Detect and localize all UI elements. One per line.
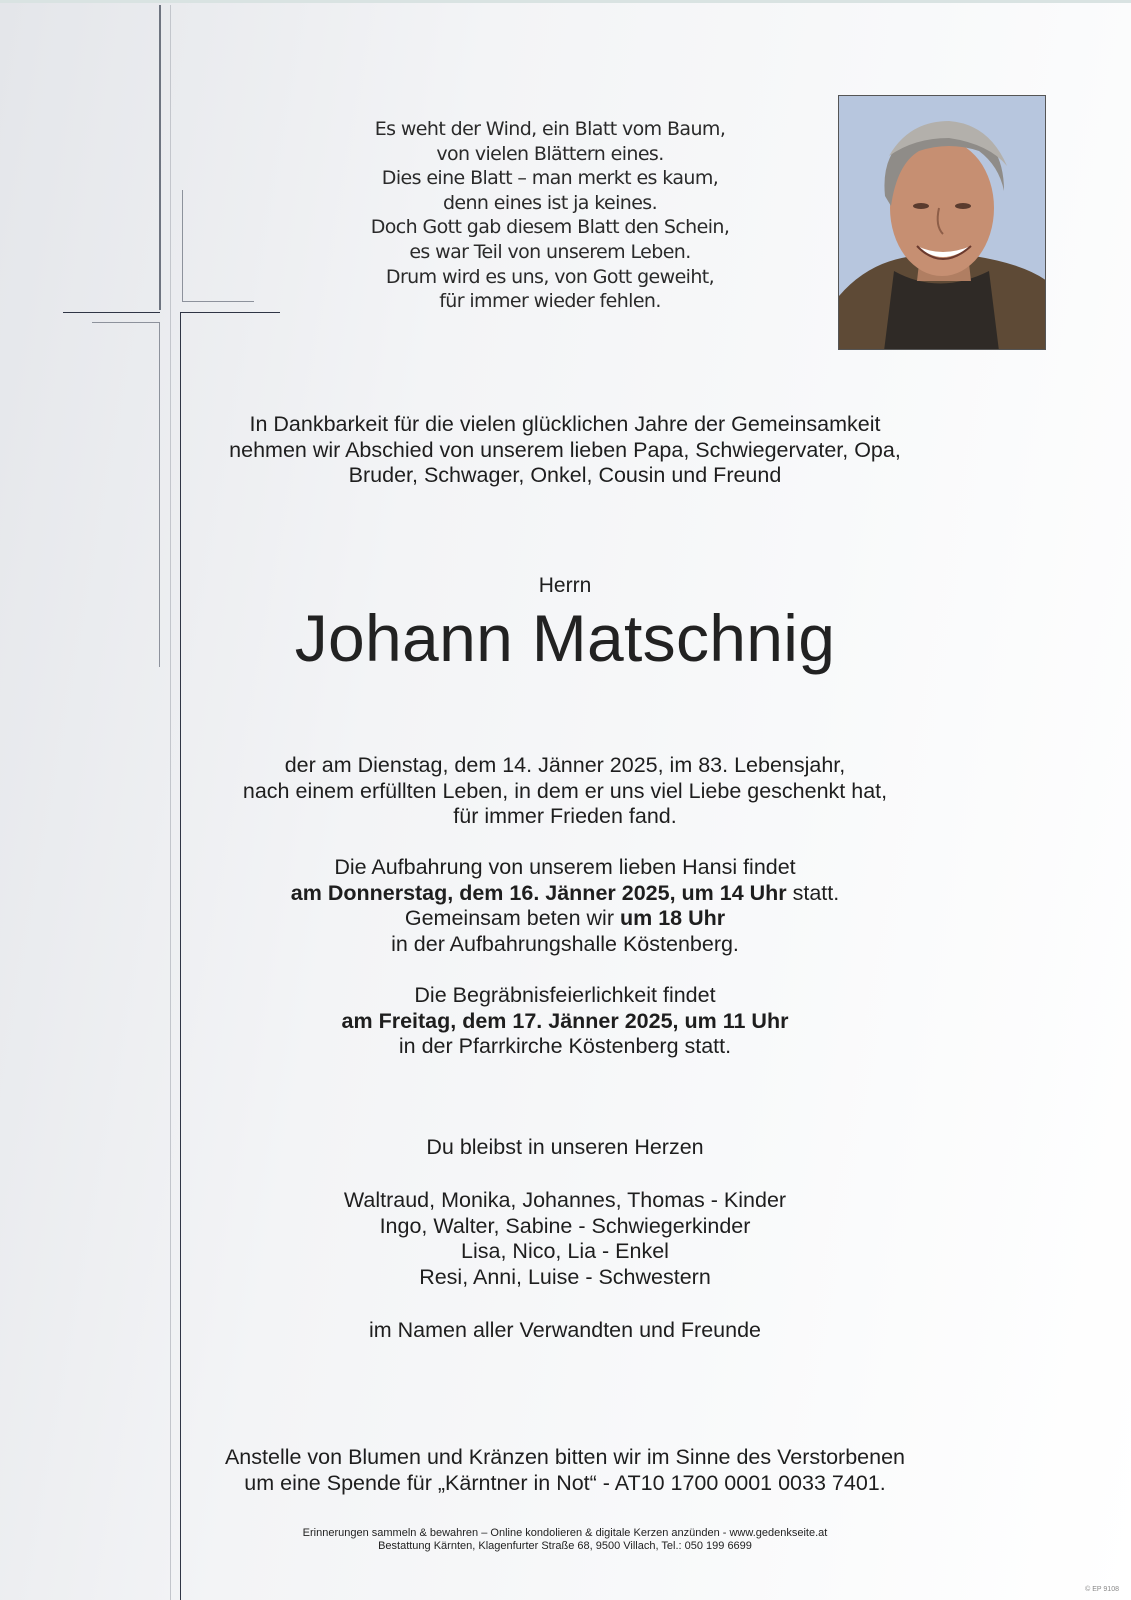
poem-line: es war Teil von unserem Leben. xyxy=(409,240,691,263)
viewing-date-line xyxy=(165,881,965,907)
poem-line: Dies eine Blatt – man merkt es kaum, xyxy=(381,167,719,190)
viewing-line: Die Aufbahrung von unserem lieben Hansi findet xyxy=(334,855,796,879)
poem-line: Drum wird es uns, von Gott geweiht, xyxy=(385,265,715,288)
footer xyxy=(265,1527,865,1553)
poem-line: Es weht der Wind, ein Blatt vom Baum, xyxy=(374,118,726,140)
viewing-date: am Donnerstag, dem 16. Jänner 2025, um 14 Uhr xyxy=(290,880,787,905)
mourner-line: Waltraud, Monika, Johannes, Thomas - Kinder xyxy=(343,1188,787,1212)
death-notice xyxy=(165,753,965,830)
death-notice-line: nach einem erfüllten Leben, in dem er uns viel Liebe geschenkt hat, xyxy=(242,778,888,803)
prayer-line xyxy=(165,906,965,932)
mourners-list xyxy=(165,1188,965,1290)
poem-line: von vielen Blättern eines. xyxy=(436,142,664,165)
closing-text: im Namen aller Verwandten und Freunde xyxy=(369,1318,761,1342)
mourner-line: Ingo, Walter, Sabine - Schwiegerkinder xyxy=(379,1213,751,1238)
donation-line: um eine Spende für „Kärntner in Not“ - AT10 1700 0001 0033 7401. xyxy=(244,1470,886,1495)
funeral-date-line xyxy=(165,1009,965,1035)
copyright-mark: © EP 9108 xyxy=(1085,1586,1119,1593)
donation-request xyxy=(165,1445,965,1496)
prayer-text: Gemeinsam beten wir xyxy=(404,906,620,930)
farewell-text: Du bleibst in unseren Herzen xyxy=(426,1135,704,1159)
intro-text xyxy=(165,412,965,489)
poem-line: denn eines ist ja keines. xyxy=(442,191,658,214)
viewing-date-suffix: statt. xyxy=(786,880,840,905)
funeral-details xyxy=(165,983,965,1060)
portrait-photo xyxy=(838,95,1046,350)
mourner-line: Lisa, Nico, Lia - Enkel xyxy=(461,1239,669,1263)
intro-line: In Dankbarkeit für die vielen glücklichen Jahre der Gemeinsamkeit xyxy=(249,412,881,436)
death-notice-line: der am Dienstag, dem 14. Jänner 2025, im 83. Lebensjahr, xyxy=(284,753,846,777)
viewing-details xyxy=(165,855,965,957)
top-edge xyxy=(0,0,1131,3)
prayer-time: um 18 Uhr xyxy=(619,906,726,930)
funeral-location: in der Pfarrkirche Köstenberg statt. xyxy=(398,1034,732,1058)
footer-line: Bestattung Kärnten, Klagenfurter Straße 68, 9500 Villach, Tel.: 050 199 6699 xyxy=(378,1540,752,1552)
funeral-line: Die Begräbnisfeierlichkeit findet xyxy=(414,983,716,1007)
death-notice-line: für immer Frieden fand. xyxy=(453,804,677,828)
mourner-line: Resi, Anni, Luise - Schwestern xyxy=(419,1264,711,1289)
viewing-location: in der Aufbahrungshalle Köstenberg. xyxy=(391,931,739,956)
footer-line: Erinnerungen sammeln & bewahren – Online kondolieren & digitale Kerzen anzünden - www.gedenkseite.at xyxy=(302,1527,828,1539)
poem-line: Doch Gott gab diesem Blatt den Schein, xyxy=(370,216,730,239)
poem xyxy=(300,117,800,314)
salutation: Herrn xyxy=(538,574,592,597)
intro-line: nehmen wir Abschied von unserem lieben Papa, Schwiegervater, Opa, xyxy=(229,437,901,462)
deceased-name: Johann Matschnig xyxy=(294,601,836,675)
intro-line: Bruder, Schwager, Onkel, Cousin und Freund xyxy=(348,463,782,487)
funeral-date: am Freitag, dem 17. Jänner 2025, um 11 Uhr xyxy=(341,1008,789,1033)
poem-line: für immer wieder fehlen. xyxy=(439,290,661,313)
donation-line: Anstelle von Blumen und Kränzen bitten wir im Sinne des Verstorbenen xyxy=(224,1445,906,1469)
